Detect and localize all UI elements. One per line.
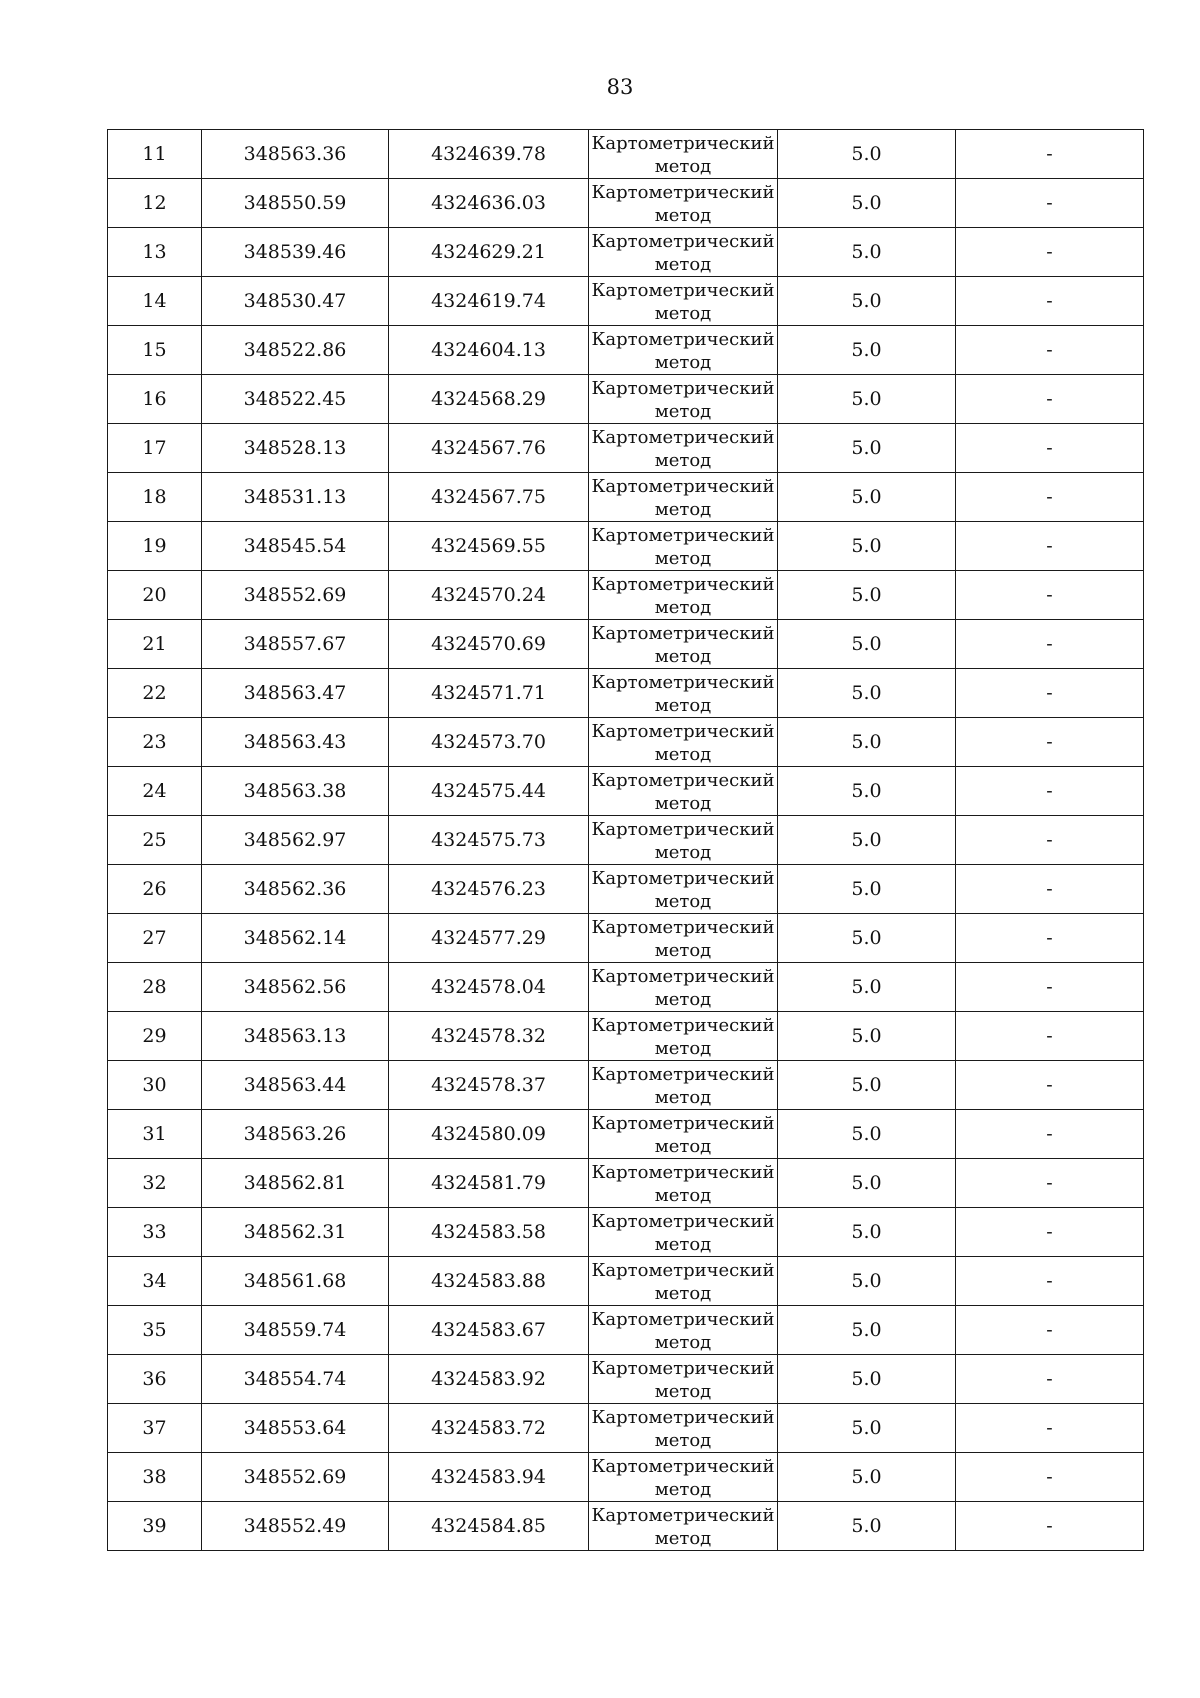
method-text-line2: метод [654, 547, 712, 569]
method-text-line1: Картометрический [591, 426, 775, 448]
method-text-line1: Картометрический [591, 1259, 775, 1281]
note-cell: - [956, 1257, 1144, 1306]
point-number-cell: 27 [108, 914, 202, 963]
method-cell [589, 669, 778, 718]
point-number-cell: 21 [108, 620, 202, 669]
y-coordinate-cell: 4324578.32 [389, 1012, 589, 1061]
y-coordinate-cell: 4324575.44 [389, 767, 589, 816]
method-text-line1: Картометрический [591, 818, 775, 840]
accuracy-cell: 5.0 [778, 571, 956, 620]
method-text-line1: Картометрический [591, 524, 775, 546]
x-coordinate-cell: 348559.74 [202, 1306, 389, 1355]
method-text-line1: Картометрический [591, 671, 775, 693]
method-text-line1: Картометрический [591, 1504, 775, 1526]
accuracy-cell: 5.0 [778, 718, 956, 767]
method-text-line1: Картометрический [591, 1063, 775, 1085]
method-cell [589, 1012, 778, 1061]
note-cell: - [956, 1355, 1144, 1404]
table-row [108, 1110, 1144, 1159]
accuracy-cell: 5.0 [778, 1257, 956, 1306]
x-coordinate-cell: 348563.43 [202, 718, 389, 767]
table-row [108, 914, 1144, 963]
note-cell: - [956, 130, 1144, 179]
method-cell [589, 473, 778, 522]
method-cell [589, 1355, 778, 1404]
point-number-cell: 35 [108, 1306, 202, 1355]
y-coordinate-cell: 4324570.69 [389, 620, 589, 669]
method-text-line1: Картометрический [591, 377, 775, 399]
table-row [108, 473, 1144, 522]
note-cell: - [956, 1453, 1144, 1502]
note-cell: - [956, 1404, 1144, 1453]
accuracy-cell: 5.0 [778, 326, 956, 375]
table-row [108, 865, 1144, 914]
method-cell [589, 1061, 778, 1110]
note-cell: - [956, 1208, 1144, 1257]
x-coordinate-cell: 348531.13 [202, 473, 389, 522]
x-coordinate-cell: 348562.97 [202, 816, 389, 865]
method-text-line2: метод [654, 204, 712, 226]
x-coordinate-cell: 348522.86 [202, 326, 389, 375]
note-cell: - [956, 1110, 1144, 1159]
y-coordinate-cell: 4324583.92 [389, 1355, 589, 1404]
point-number-cell: 37 [108, 1404, 202, 1453]
method-text-line2: метод [654, 1527, 712, 1549]
method-text-line2: метод [654, 743, 712, 765]
note-cell: - [956, 1306, 1144, 1355]
y-coordinate-cell: 4324570.24 [389, 571, 589, 620]
table-row [108, 1306, 1144, 1355]
point-number-cell: 12 [108, 179, 202, 228]
table-row [108, 1208, 1144, 1257]
table-row [108, 1012, 1144, 1061]
point-number-cell: 11 [108, 130, 202, 179]
point-number-cell: 31 [108, 1110, 202, 1159]
method-text-line2: метод [654, 351, 712, 373]
y-coordinate-cell: 4324567.75 [389, 473, 589, 522]
point-number-cell: 23 [108, 718, 202, 767]
note-cell: - [956, 1061, 1144, 1110]
note-cell: - [956, 669, 1144, 718]
note-cell: - [956, 424, 1144, 473]
table-row [108, 669, 1144, 718]
x-coordinate-cell: 348563.38 [202, 767, 389, 816]
page-number: 83 [606, 75, 634, 99]
method-text-line1: Картометрический [591, 769, 775, 791]
x-coordinate-cell: 348563.36 [202, 130, 389, 179]
table-row [108, 277, 1144, 326]
accuracy-cell: 5.0 [778, 473, 956, 522]
method-cell [589, 1453, 778, 1502]
y-coordinate-cell: 4324583.88 [389, 1257, 589, 1306]
method-text-line2: метод [654, 841, 712, 863]
point-number-cell: 28 [108, 963, 202, 1012]
accuracy-cell: 5.0 [778, 865, 956, 914]
accuracy-cell: 5.0 [778, 963, 956, 1012]
x-coordinate-cell: 348562.56 [202, 963, 389, 1012]
method-text-line2: метод [654, 939, 712, 961]
point-number-cell: 20 [108, 571, 202, 620]
y-coordinate-cell: 4324578.04 [389, 963, 589, 1012]
method-cell [589, 326, 778, 375]
method-text-line2: метод [654, 449, 712, 471]
note-cell: - [956, 865, 1144, 914]
method-text-line2: метод [654, 1478, 712, 1500]
x-coordinate-cell: 348563.44 [202, 1061, 389, 1110]
method-cell [589, 914, 778, 963]
y-coordinate-cell: 4324581.79 [389, 1159, 589, 1208]
method-text-line1: Картометрический [591, 1357, 775, 1379]
point-number-cell: 38 [108, 1453, 202, 1502]
method-text-line2: метод [654, 988, 712, 1010]
point-number-cell: 26 [108, 865, 202, 914]
y-coordinate-cell: 4324567.76 [389, 424, 589, 473]
method-text-line1: Картометрический [591, 181, 775, 203]
point-number-cell: 36 [108, 1355, 202, 1404]
point-number-cell: 30 [108, 1061, 202, 1110]
x-coordinate-cell: 348539.46 [202, 228, 389, 277]
y-coordinate-cell: 4324576.23 [389, 865, 589, 914]
point-number-cell: 14 [108, 277, 202, 326]
table-row [108, 718, 1144, 767]
x-coordinate-cell: 348554.74 [202, 1355, 389, 1404]
method-text-line1: Картометрический [591, 573, 775, 595]
method-text-line1: Картометрический [591, 328, 775, 350]
table-row [108, 767, 1144, 816]
method-cell [589, 1257, 778, 1306]
table-row [108, 963, 1144, 1012]
method-cell [589, 277, 778, 326]
y-coordinate-cell: 4324583.94 [389, 1453, 589, 1502]
x-coordinate-cell: 348545.54 [202, 522, 389, 571]
table-row [108, 620, 1144, 669]
method-text-line1: Картометрический [591, 279, 775, 301]
table-row [108, 1404, 1144, 1453]
table-row [108, 816, 1144, 865]
y-coordinate-cell: 4324573.70 [389, 718, 589, 767]
method-text-line2: метод [654, 792, 712, 814]
accuracy-cell: 5.0 [778, 767, 956, 816]
y-coordinate-cell: 4324569.55 [389, 522, 589, 571]
accuracy-cell: 5.0 [778, 1012, 956, 1061]
method-text-line2: метод [654, 1184, 712, 1206]
method-text-line2: метод [654, 1233, 712, 1255]
method-cell [589, 816, 778, 865]
table-row [108, 522, 1144, 571]
y-coordinate-cell: 4324583.58 [389, 1208, 589, 1257]
note-cell: - [956, 620, 1144, 669]
method-text-line2: метод [654, 1429, 712, 1451]
method-text-line1: Картометрический [591, 1112, 775, 1134]
note-cell: - [956, 963, 1144, 1012]
method-text-line2: метод [654, 890, 712, 912]
y-coordinate-cell: 4324619.74 [389, 277, 589, 326]
table-row [108, 1502, 1144, 1551]
accuracy-cell: 5.0 [778, 1404, 956, 1453]
y-coordinate-cell: 4324639.78 [389, 130, 589, 179]
note-cell: - [956, 228, 1144, 277]
table-row [108, 1453, 1144, 1502]
method-text-line1: Картометрический [591, 867, 775, 889]
method-cell [589, 718, 778, 767]
point-number-cell: 33 [108, 1208, 202, 1257]
point-number-cell: 13 [108, 228, 202, 277]
method-text-line2: метод [654, 694, 712, 716]
method-cell [589, 424, 778, 473]
table-body [108, 130, 1144, 1551]
table-row [108, 571, 1144, 620]
accuracy-cell: 5.0 [778, 1502, 956, 1551]
method-cell [589, 375, 778, 424]
y-coordinate-cell: 4324568.29 [389, 375, 589, 424]
note-cell: - [956, 179, 1144, 228]
x-coordinate-cell: 348562.14 [202, 914, 389, 963]
accuracy-cell: 5.0 [778, 1306, 956, 1355]
point-number-cell: 25 [108, 816, 202, 865]
table-row [108, 1257, 1144, 1306]
coordinates-table [107, 129, 1144, 1551]
method-text-line2: метод [654, 498, 712, 520]
method-cell [589, 1502, 778, 1551]
method-cell [589, 130, 778, 179]
accuracy-cell: 5.0 [778, 1208, 956, 1257]
y-coordinate-cell: 4324577.29 [389, 914, 589, 963]
note-cell: - [956, 277, 1144, 326]
note-cell: - [956, 914, 1144, 963]
accuracy-cell: 5.0 [778, 816, 956, 865]
x-coordinate-cell: 348557.67 [202, 620, 389, 669]
method-text-line2: метод [654, 596, 712, 618]
x-coordinate-cell: 348562.36 [202, 865, 389, 914]
point-number-cell: 22 [108, 669, 202, 718]
point-number-cell: 24 [108, 767, 202, 816]
method-cell [589, 620, 778, 669]
accuracy-cell: 5.0 [778, 620, 956, 669]
x-coordinate-cell: 348550.59 [202, 179, 389, 228]
note-cell: - [956, 1159, 1144, 1208]
x-coordinate-cell: 348563.13 [202, 1012, 389, 1061]
method-text-line1: Картометрический [591, 1210, 775, 1232]
note-cell: - [956, 1012, 1144, 1061]
method-text-line1: Картометрический [591, 916, 775, 938]
x-coordinate-cell: 348561.68 [202, 1257, 389, 1306]
method-text-line1: Картометрический [591, 1014, 775, 1036]
method-text-line1: Картометрический [591, 1406, 775, 1428]
method-cell [589, 1110, 778, 1159]
accuracy-cell: 5.0 [778, 1159, 956, 1208]
method-text-line2: метод [654, 1380, 712, 1402]
note-cell: - [956, 326, 1144, 375]
method-cell [589, 571, 778, 620]
x-coordinate-cell: 348563.47 [202, 669, 389, 718]
table-row [108, 375, 1144, 424]
method-text-line1: Картометрический [591, 965, 775, 987]
table-row [108, 1061, 1144, 1110]
x-coordinate-cell: 348552.69 [202, 571, 389, 620]
y-coordinate-cell: 4324604.13 [389, 326, 589, 375]
method-text-line2: метод [654, 155, 712, 177]
point-number-cell: 29 [108, 1012, 202, 1061]
x-coordinate-cell: 348562.31 [202, 1208, 389, 1257]
y-coordinate-cell: 4324636.03 [389, 179, 589, 228]
accuracy-cell: 5.0 [778, 914, 956, 963]
method-cell [589, 522, 778, 571]
table-row [108, 130, 1144, 179]
method-text-line2: метод [654, 1282, 712, 1304]
note-cell: - [956, 767, 1144, 816]
y-coordinate-cell: 4324571.71 [389, 669, 589, 718]
method-cell [589, 1306, 778, 1355]
y-coordinate-cell: 4324583.67 [389, 1306, 589, 1355]
method-text-line2: метод [654, 302, 712, 324]
table-row [108, 326, 1144, 375]
accuracy-cell: 5.0 [778, 1110, 956, 1159]
y-coordinate-cell: 4324575.73 [389, 816, 589, 865]
method-text-line2: метод [654, 1135, 712, 1157]
accuracy-cell: 5.0 [778, 522, 956, 571]
accuracy-cell: 5.0 [778, 228, 956, 277]
point-number-cell: 39 [108, 1502, 202, 1551]
accuracy-cell: 5.0 [778, 375, 956, 424]
note-cell: - [956, 1502, 1144, 1551]
method-text-line1: Картометрический [591, 230, 775, 252]
table-row [108, 424, 1144, 473]
method-cell [589, 1404, 778, 1453]
table-row [108, 228, 1144, 277]
x-coordinate-cell: 348530.47 [202, 277, 389, 326]
method-text-line2: метод [654, 645, 712, 667]
method-text-line2: метод [654, 253, 712, 275]
accuracy-cell: 5.0 [778, 130, 956, 179]
note-cell: - [956, 375, 1144, 424]
accuracy-cell: 5.0 [778, 1453, 956, 1502]
method-cell [589, 228, 778, 277]
method-text-line1: Картометрический [591, 475, 775, 497]
point-number-cell: 18 [108, 473, 202, 522]
y-coordinate-cell: 4324629.21 [389, 228, 589, 277]
method-text-line1: Картометрический [591, 1455, 775, 1477]
method-text-line2: метод [654, 1037, 712, 1059]
method-text-line1: Картометрический [591, 1161, 775, 1183]
method-cell [589, 865, 778, 914]
method-cell [589, 767, 778, 816]
y-coordinate-cell: 4324580.09 [389, 1110, 589, 1159]
accuracy-cell: 5.0 [778, 1061, 956, 1110]
note-cell: - [956, 473, 1144, 522]
method-cell [589, 179, 778, 228]
point-number-cell: 16 [108, 375, 202, 424]
x-coordinate-cell: 348552.49 [202, 1502, 389, 1551]
x-coordinate-cell: 348522.45 [202, 375, 389, 424]
x-coordinate-cell: 348563.26 [202, 1110, 389, 1159]
note-cell: - [956, 522, 1144, 571]
note-cell: - [956, 718, 1144, 767]
table-row [108, 1355, 1144, 1404]
method-cell [589, 1208, 778, 1257]
x-coordinate-cell: 348553.64 [202, 1404, 389, 1453]
method-text-line2: метод [654, 1086, 712, 1108]
accuracy-cell: 5.0 [778, 277, 956, 326]
method-text-line1: Картометрический [591, 1308, 775, 1330]
method-text-line1: Картометрический [591, 622, 775, 644]
note-cell: - [956, 571, 1144, 620]
point-number-cell: 32 [108, 1159, 202, 1208]
x-coordinate-cell: 348552.69 [202, 1453, 389, 1502]
x-coordinate-cell: 348528.13 [202, 424, 389, 473]
method-text-line2: метод [654, 1331, 712, 1353]
method-cell [589, 1159, 778, 1208]
note-cell: - [956, 816, 1144, 865]
accuracy-cell: 5.0 [778, 669, 956, 718]
method-text-line2: метод [654, 400, 712, 422]
table-row [108, 1159, 1144, 1208]
y-coordinate-cell: 4324584.85 [389, 1502, 589, 1551]
point-number-cell: 15 [108, 326, 202, 375]
accuracy-cell: 5.0 [778, 179, 956, 228]
point-number-cell: 34 [108, 1257, 202, 1306]
table-row [108, 179, 1144, 228]
x-coordinate-cell: 348562.81 [202, 1159, 389, 1208]
y-coordinate-cell: 4324578.37 [389, 1061, 589, 1110]
method-text-line1: Картометрический [591, 720, 775, 742]
accuracy-cell: 5.0 [778, 424, 956, 473]
y-coordinate-cell: 4324583.72 [389, 1404, 589, 1453]
method-cell [589, 963, 778, 1012]
method-text-line1: Картометрический [591, 132, 775, 154]
point-number-cell: 19 [108, 522, 202, 571]
point-number-cell: 17 [108, 424, 202, 473]
accuracy-cell: 5.0 [778, 1355, 956, 1404]
